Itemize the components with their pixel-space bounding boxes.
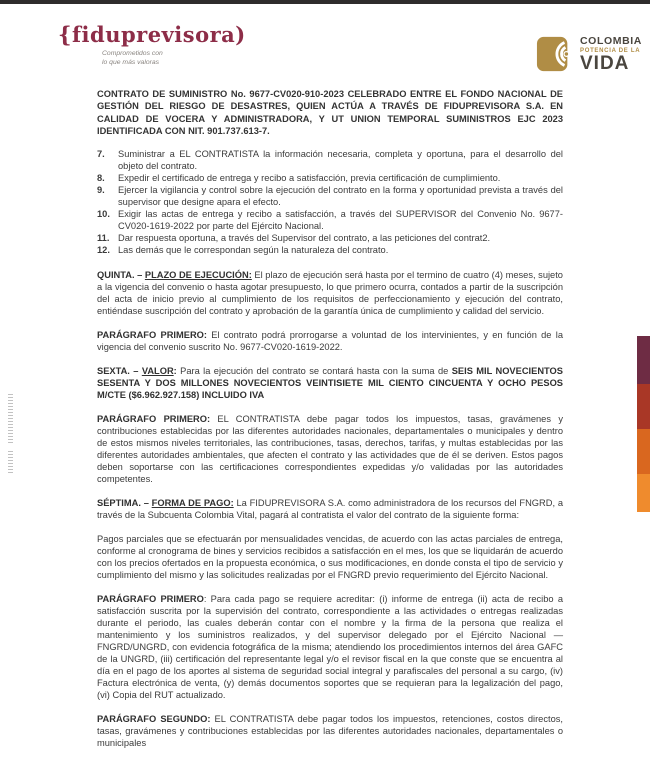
colombia-butterfly-icon (536, 35, 574, 73)
list-item-number: 9. (97, 184, 105, 195)
clause-quinta (97, 269, 563, 317)
colombia-gov-logo (536, 35, 642, 73)
colombia-label: COLOMBIA (580, 35, 642, 47)
clause-septima (97, 497, 563, 521)
paragrafo-segundo (97, 713, 563, 749)
paragrafo-text: El contrato podrá prorrogarse a voluntad de los intervinientes, y en función de la vigencia del convenio suscrito No. 9677-CV020-1619-2022. (97, 329, 563, 352)
paragrafo-primero-sexta (97, 413, 563, 485)
paragrafo-label: PARÁGRAFO SEGUNDO: (97, 713, 211, 724)
strip-light-orange-segment (637, 474, 650, 512)
list-item-number: 10. (97, 208, 110, 219)
list-item-text: Dar respuesta oportuna, a través del Supervisor del contrato, a las peticiones del contrat2. (118, 232, 491, 243)
list-item-number: 11. (97, 232, 110, 243)
clause-sexta (97, 365, 563, 401)
strip-orange-segment (637, 429, 650, 474)
pagos-parciales-paragraph: Pagos parciales que se efectuarán por mensualidades vencidas, de acuerdo con las actas parciales de entrega, conforme al cronograma de bines y servicios recibidos a satisfacción en el mes, los que se liquidarán de acuerdo con los precios ofertados en la propuesta económica, o sus modificaciones, en donde consta el tipo de servicio y cumplimiento del mismo y las solicitudes realizadas por el FNGRD previo requerimiento del Ejército Nacional. (97, 533, 563, 580)
clause-quinta-label: QUINTA. – PLAZO DE EJECUCIÓN: (97, 269, 252, 280)
paragrafo-text: EL CONTRATISTA debe pagar todos los impuestos, retenciones, costos directos, tasas, gravámenes y contribuciones establecidas por las diferentes autoridades nacionales, departamentales o municipales (97, 713, 563, 748)
left-margin-stamp-lower (8, 449, 13, 473)
left-margin-stamp-upper (8, 393, 13, 443)
strip-red-segment (637, 384, 650, 429)
clause-quinta-text: El plazo de ejecución será hasta por el termino de cuatro (4) meses, sujeto a la vigencia del convenio o hasta agotar presupuesto, lo que primero ocurra, contados a partir de la suscripción del acta de inicio previo al cumplimiento de los requisitos de perfeccionamiento y ejecución del contrato, entiéndase suscripción del contrato y aprobación de la garantía única de cumplimiento y calidad del servicio. (97, 269, 563, 316)
list-item (97, 208, 563, 232)
list-item-number: 8. (97, 172, 105, 183)
fiduprevisora-tagline (102, 50, 246, 67)
clause-sexta-text: Para la ejecución del contrato se contará hasta con la suma de (176, 365, 452, 376)
strip-maroon-segment (637, 336, 650, 384)
potencia-label: POTENCIA DE LA (580, 48, 641, 54)
paragrafo-label: PARÁGRAFO PRIMERO (97, 593, 204, 604)
right-edge-color-strip (637, 336, 650, 512)
list-item-text: Las demás que le correspondan según la naturaleza del contrato. (118, 244, 389, 255)
list-item-number: 12. (97, 244, 110, 255)
list-item-number: 7. (97, 148, 105, 159)
list-item-text: Exigir las actas de entrega y recibo a satisfacción, a través del SUPERVISOR del Convenio No. 9677-CV020-1619-2022 por parte del Ejército Nacional. (118, 208, 563, 231)
paragrafo-primero-septima (97, 593, 563, 701)
clause-septima-text: La FIDUPREVISORA S.A. como administradora de los recursos del FNGRD, a través de la Subcuenta Colombia Vital, pagará al contratista el valor del contrato de la siguiente forma: (97, 497, 563, 520)
list-item (97, 184, 563, 208)
colombia-logo-text (580, 35, 642, 73)
paragrafo-label: PARÁGRAFO PRIMERO: (97, 413, 211, 424)
contract-value-amount: SEIS MIL NOVECIENTOS SESENTA Y DOS MILLONES NOVECIENTOS VEINTISIETE MIL CIENTO CINCUENTA Y OCHO PESOS M/CTE ($6.962.927.158) INCLUIDO IVA (97, 365, 563, 400)
list-item (97, 232, 563, 244)
vida-label: VIDA (580, 53, 630, 74)
paragrafo-label: PARÁGRAFO PRIMERO: (97, 329, 207, 340)
list-item-text: Expedir el certificado de entrega y recibo a satisfacción, previa certificación de cumplimiento. (118, 172, 501, 183)
paragrafo-text: : Para cada pago se requiere acreditar: (i) informe de entrega (ii) acta de recibo a satisfacción suscrita por la supervisión del contrato, correspondiente a las actividades o entregas realizadas durante el periodo, las cuales deberán contar con el nombre y la firma de la persona que realiza el mantenimiento y los suministros realizados, y del supervisor delegado por el Ejército Nacional — FNGRD/UNGRD, con evidencia fotográfica de la misma; atendiendo los procedimientos internos del área GAFC de la UNGRD, (iii) certificación del representante legal y/o el revisor fiscal en la que conste que se encuentra al día en el pago de los aportes al sistema de seguridad social integral y parafiscales del personal a su cargo, (iv) Factura electrónica de venta, (y) demás documentos soportes que se requieran para la legalización del pago, (vi) Copia del RUT actualizado. (97, 593, 563, 700)
obligations-list (97, 148, 563, 256)
tagline-line1: Comprometidos con (102, 50, 163, 57)
list-item-text: Ejercer la vigilancia y control sobre la ejecución del contrato en la forma y oportunidad prevista a través del supervisor que designe apara el efecto. (118, 184, 563, 207)
clause-septima-label: SÉPTIMA. – FORMA DE PAGO: (97, 497, 234, 508)
list-item (97, 172, 563, 184)
paragrafo-primero-quinta (97, 329, 563, 353)
paragrafo-text: EL CONTRATISTA debe pagar todos los impuestos, tasas, gravámenes y contribuciones establecidas por las diferentes autoridades nacionales, departamentales o municipales y dentro de estos mismos niveles territoriales, las contribuciones, tasas, derechos, tarifas, y multas establecidas por las diferentes autoridades ambientales, que afecten el contrato y las actividades que de él se deriven. Estos pagos deben soportarse con las certificaciones correspondientes expedidas y/o validadas por las autoridades competentes. (97, 413, 563, 484)
tagline-line2: lo que más valoras (102, 58, 160, 66)
list-item (97, 148, 563, 172)
list-item (97, 244, 563, 256)
fiduprevisora-logo (58, 22, 246, 67)
contract-title: CONTRATO DE SUMINISTRO No. 9677-CV020-910-2023 CELEBRADO ENTRE EL FONDO NACIONAL DE GESTIÓN DEL RIESGO DE DESASTRES, QUIEN ACTÚA A TRAVÉS DE FIDUPREVISORA S.A. EN CALIDAD DE VOCERA Y ADMINISTRADORA, Y UT UNION TEMPORAL SUMINISTROS EJC 2023 IDENTIFICADA CON NIT. 901.737.613-7. (97, 89, 563, 137)
list-item-text: Suministrar a EL CONTRATISTA la información necesaria, completa y oportuna, para el desarrollo del objeto del contrato. (118, 148, 563, 171)
fiduprevisora-wordmark: {fiduprevisora) (58, 22, 246, 47)
scan-top-border (0, 0, 650, 4)
clause-sexta-label: SEXTA. – VALOR: (97, 365, 177, 376)
document-body (97, 88, 563, 761)
